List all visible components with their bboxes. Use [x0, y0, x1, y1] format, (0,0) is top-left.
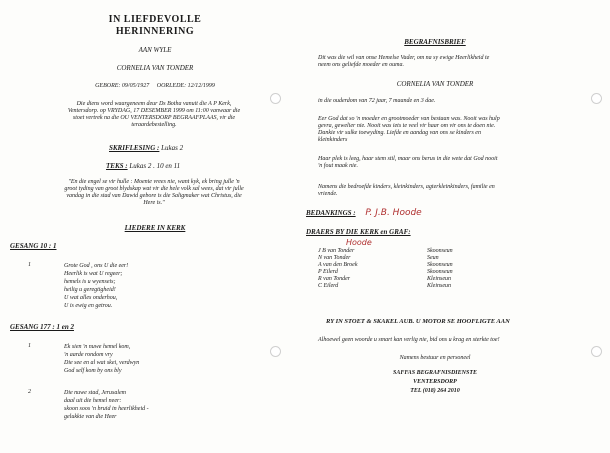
- liedere-heading: LIEDERE IN KERK: [124, 224, 186, 232]
- hymn-line: U wat alles onderhou,: [64, 295, 118, 301]
- gesang-1-verse: [64, 262, 128, 310]
- tribute-line: Dankie vir sulke toewyding. Liefde en aandag van ons se kinders en: [318, 130, 481, 136]
- deceased-name-right: CORNELIA VAN TONDER: [396, 80, 474, 88]
- bearer-relation: Skoonseun: [427, 262, 453, 268]
- bearer-name: P Eilerd: [318, 269, 338, 275]
- intro-line: neem ons geliefde moeder en ouma.: [318, 62, 404, 68]
- bearer-relation: Skoonseun: [427, 248, 453, 254]
- punch-hole: [270, 93, 281, 104]
- deceased-name: CORNELIA VAN TONDER: [116, 64, 194, 72]
- bearer-relation: Skoonseun: [427, 269, 453, 275]
- gesang-1-verse-number: 1: [28, 262, 31, 268]
- convoy-notice: RY IN STOET & SKAKEL AUB. U MOTOR SE HOOFLIGTE AAN: [326, 318, 510, 325]
- teks-label: TEKS :: [106, 162, 128, 170]
- bearer-relation: Kleinseun: [427, 283, 451, 289]
- bearer-name: A van den Broek: [318, 262, 358, 268]
- hymn-line: Die nuwe stad, Jerusalem: [64, 390, 126, 396]
- age-line: in die ouderdom van 72 jaar, 7 maande en 3 dae.: [318, 98, 436, 104]
- service-line: Ventersdorp. op VRYDAG, 17 DESEMBER 1999 om 11:00 vanwaar die: [67, 108, 241, 114]
- punch-hole: [270, 346, 281, 357]
- hymn-line: 'n aarde rondom vry: [64, 352, 113, 358]
- hymn-line: heilig u geregtigheid!: [64, 287, 116, 293]
- tribute-line: Eer God dat so 'n moeder en grootmoeder van bestaan was. Nooit was hulp: [318, 116, 500, 122]
- gesang-2-verse-1: [64, 343, 139, 375]
- intro-line: Dit was die wil van onse Hemelse Vader, om na sy ewige Heerlikheid te: [318, 55, 490, 61]
- bearer-name: R van Tonder: [318, 276, 351, 282]
- undertaker-phone: TEL (018) 264 2010: [410, 388, 460, 394]
- hymn-line: Grote God , ons U die eer!: [64, 263, 129, 269]
- draers-heading: DRAERS BY DIE KERK en GRAF:: [306, 228, 411, 236]
- skriflesing-ref: Lukas 2: [161, 144, 184, 152]
- title-line-2: HERINNERING: [115, 26, 195, 37]
- punch-hole: [591, 346, 602, 357]
- hymn-line: Ek sien 'n nuwe hemel kom,: [64, 344, 131, 350]
- bedankings-label: BEDANKINGS :: [306, 209, 356, 217]
- tribute-line: kleinkinders: [318, 137, 348, 143]
- family-line: vriende.: [318, 191, 338, 197]
- scripture-quote: [22, 179, 286, 207]
- gesang-2-label: GESANG 177 : 1 en 2: [10, 323, 74, 331]
- bearers-relations: [427, 248, 453, 290]
- bearers-names: [318, 248, 358, 290]
- quote-line: "En die engel se vir hulle : Moenie vrees nie, want kyk, ek bring julle 'n: [68, 179, 240, 185]
- quote-line: vandag in die stad van Dawid gebore is die Saligmaker wat Christus, die: [66, 193, 242, 199]
- birth-death-dates: GEBORE: 09/05/1927 OORLEDE: 12/12/1999: [95, 83, 215, 89]
- gesang-2-verse-2: [64, 389, 149, 421]
- bearer-name: C Eilerd: [318, 283, 339, 289]
- service-line: stoet vertrek na die OU VENTERSDORP BEGRAAFPLAAS, vir die: [72, 115, 236, 121]
- family-line: Namens die bedroefde kinders, kleinkinders, agterkleinkinders, familie en: [318, 184, 495, 190]
- hope-text: [318, 156, 498, 170]
- title-line-1: IN LIEFDEVOLLE: [108, 14, 202, 25]
- intro-text: [318, 55, 489, 69]
- teks-ref: Lukas 2 . 10 en 11: [129, 162, 181, 170]
- bedankings-handwriting: P. J.B. Hoode: [365, 208, 422, 218]
- service-text: [22, 101, 286, 129]
- undertaker-name: SAFFAS BEGRAFNISDIENSTE: [393, 370, 477, 376]
- bearer-name: N van Tonder: [318, 255, 351, 261]
- bearer-relation: Seun: [427, 255, 439, 261]
- service-line: teraardebestelling.: [131, 122, 177, 128]
- gesang-2-verse-2-number: 2: [28, 389, 31, 395]
- bedankings: [306, 209, 422, 217]
- draers-handwriting: Hoode: [346, 238, 372, 247]
- service-line: Die diens word waargeneem deur Ds Botha vanuit die A P Kerk,: [76, 101, 232, 107]
- gesang-1-label: GESANG 10 : 1: [10, 242, 57, 250]
- teks: [106, 162, 180, 170]
- condolence-text: Alhoewel geen woorde u smart kan verlig nie, bid ons u krag en sterkte toe!: [318, 337, 500, 343]
- hymn-line: Heerlik is wat U regeer;: [64, 271, 123, 277]
- skriflesing-label: SKRIFLESING :: [109, 144, 160, 152]
- hymn-line: Die see en al wat skei, verdwyn: [64, 360, 140, 366]
- quote-line: Here is.": [143, 200, 165, 206]
- hymn-line: U is ewig en getrou.: [64, 303, 113, 309]
- gesang-2-verse-1-number: 1: [28, 343, 31, 349]
- hope-line: Haar plek is leeg, haar stem stil, maar ons berus in die wete dat God nooit: [318, 156, 498, 162]
- begrafnisbrief-heading: BEGRAFNISBRIEF: [404, 38, 466, 46]
- bearer-name: J B van Tonder: [318, 248, 355, 254]
- hymn-line: daal uit die hemel neer:: [64, 398, 122, 404]
- punch-hole: [591, 93, 602, 104]
- hymn-line: God self kom by ons bly: [64, 368, 122, 374]
- family-text: [318, 184, 495, 198]
- hymn-line: gelukkie van die Heer: [64, 414, 117, 420]
- undertaker-line: Namens bestuur en personeel: [399, 355, 471, 361]
- skriflesing: [109, 144, 183, 152]
- aan-wyle: AAN WYLE: [138, 46, 172, 54]
- quote-line: groot tyding van groot blydskap wat vir die hele volk sal wees, dat vir julle: [64, 186, 244, 192]
- tribute-line: gevra, gewelier nie. Nooit was iets te veel vir haar om vir ons te doen nie.: [318, 123, 496, 129]
- hope-line: 'n fout maak nie.: [318, 163, 358, 169]
- hymn-line: skoon soos 'n bruid in heerlikheid -: [64, 406, 149, 412]
- hymn-line: hemels is u wyenseis;: [64, 279, 116, 285]
- bearer-relation: Kleinseun: [427, 276, 451, 282]
- tribute-text: [318, 116, 500, 144]
- undertaker-town: VENTERSDORP: [413, 379, 457, 385]
